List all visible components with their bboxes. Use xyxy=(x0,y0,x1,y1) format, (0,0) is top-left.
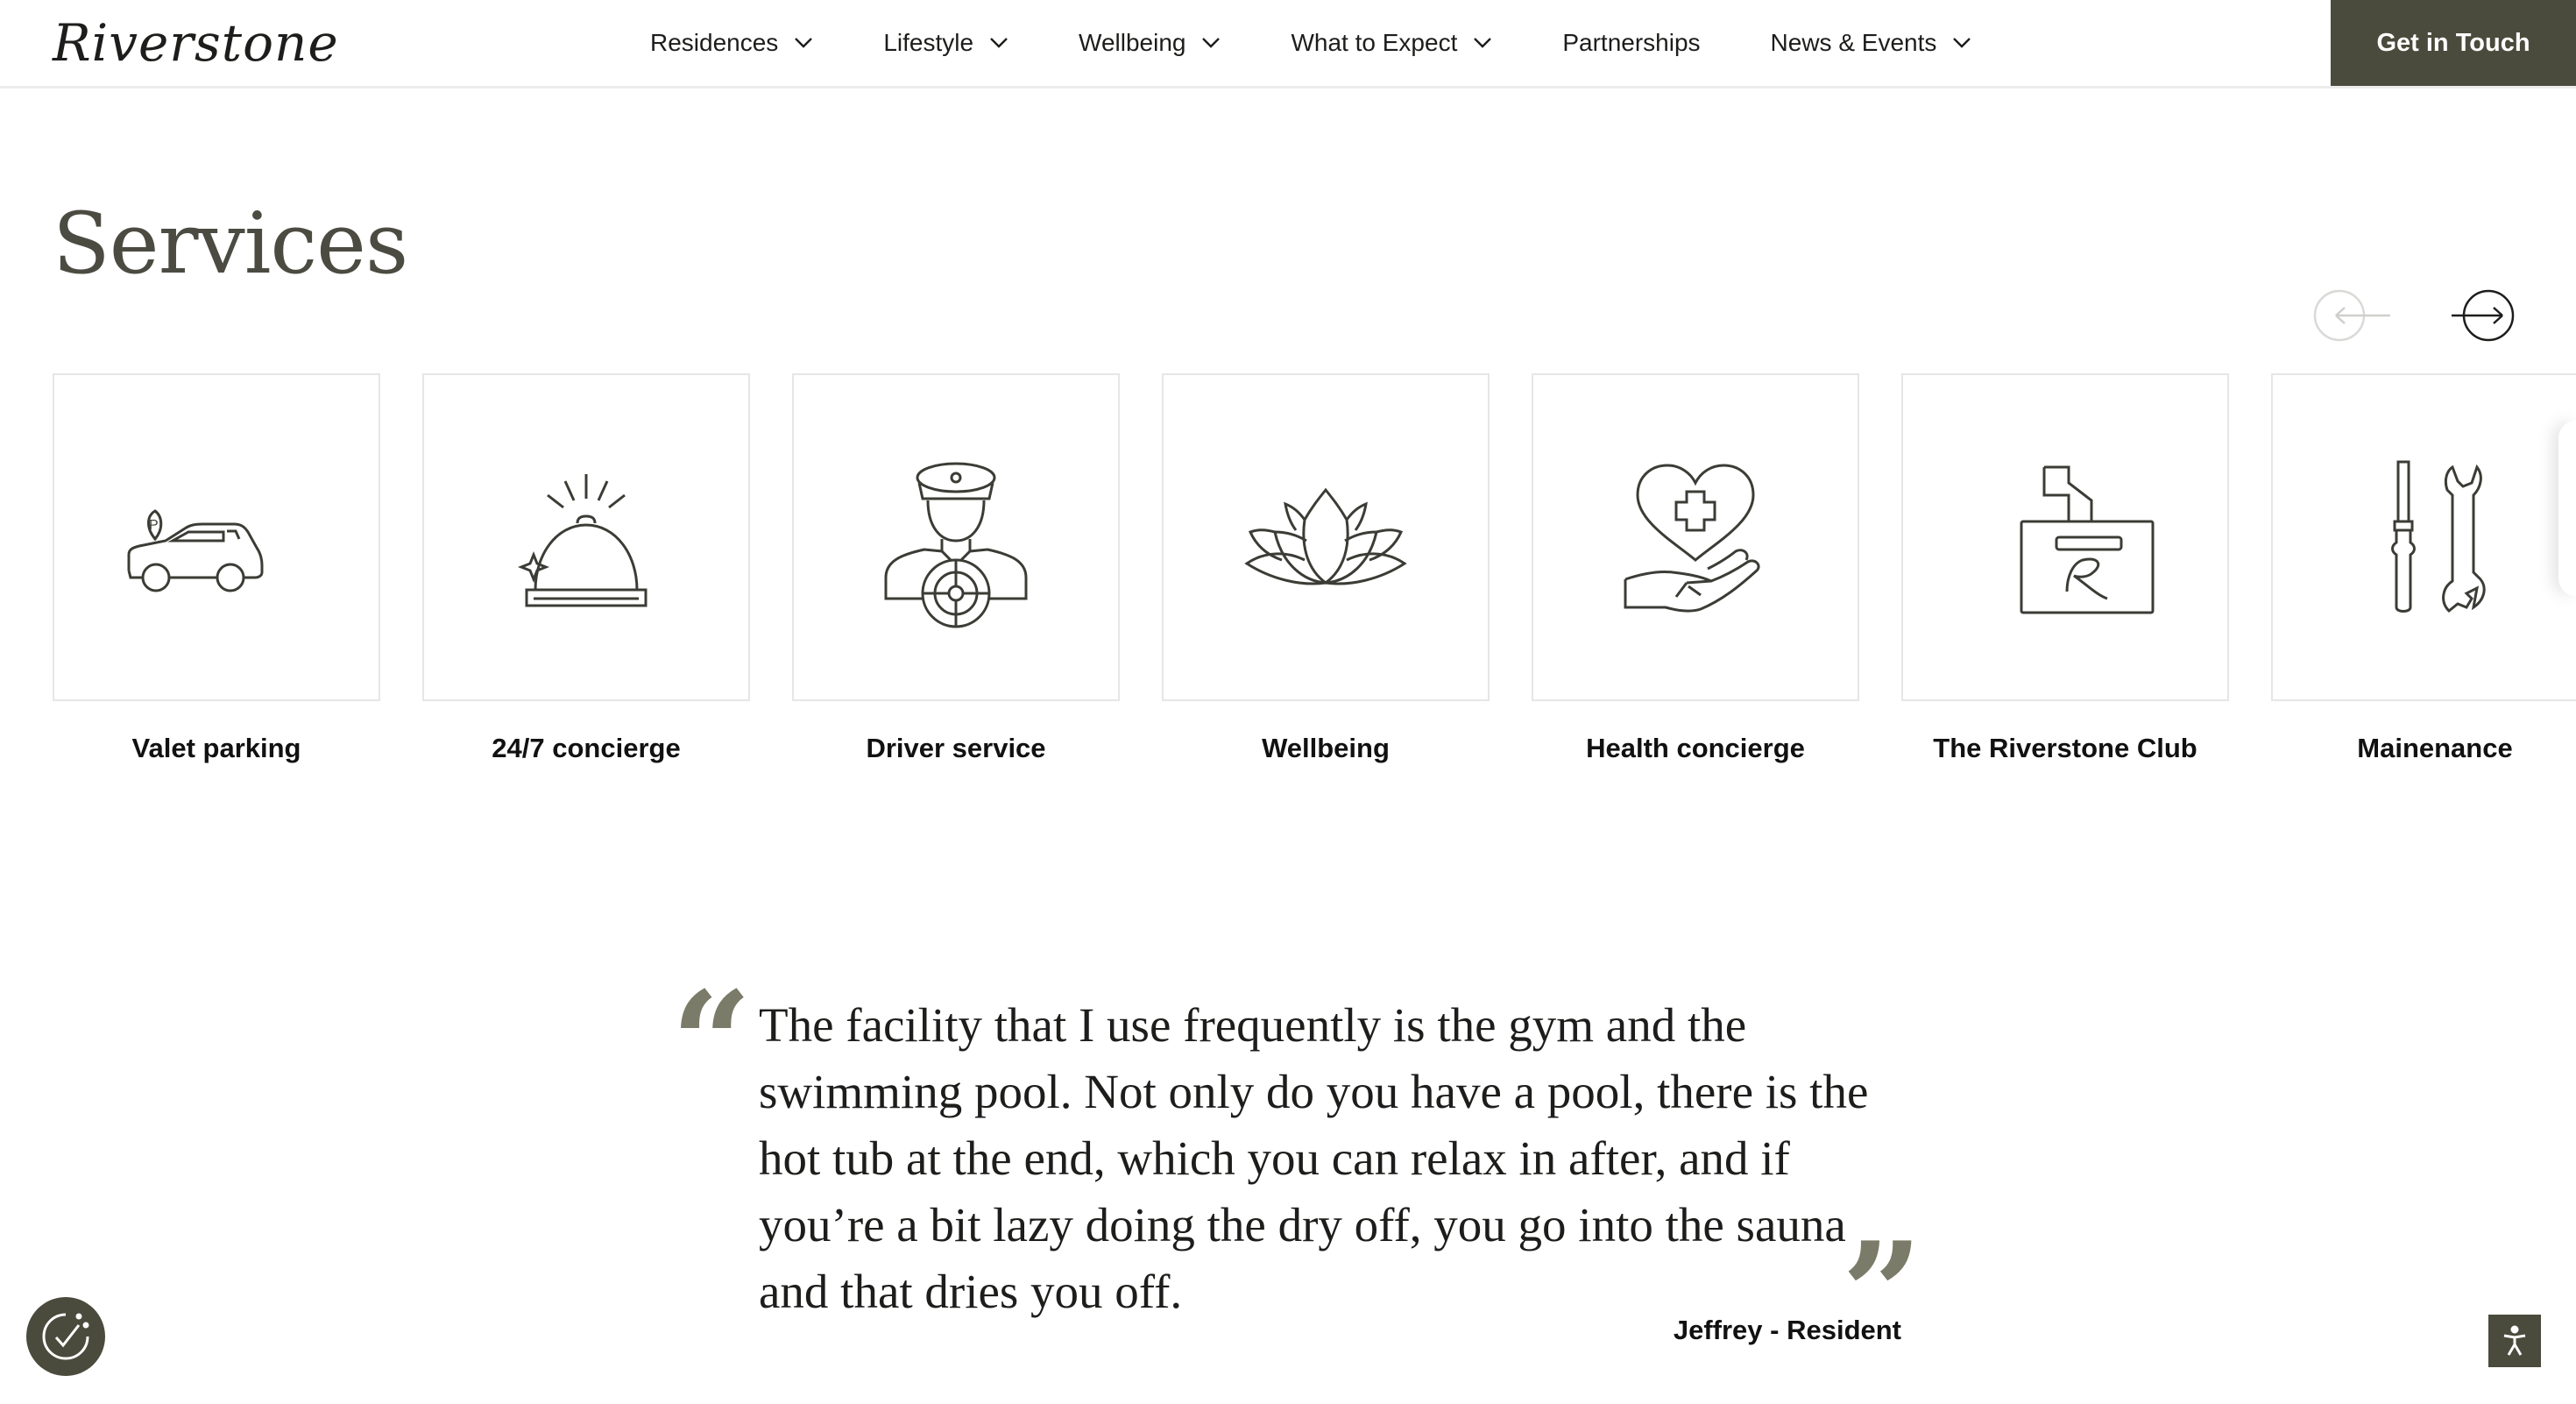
svg-text:P: P xyxy=(149,518,159,533)
service-card-box xyxy=(1901,373,2229,701)
nav-label: Partnerships xyxy=(1562,29,1701,56)
chevron-down-icon xyxy=(794,37,813,49)
open-quote-mark: “ xyxy=(671,961,753,1125)
nav-residences[interactable] xyxy=(650,0,813,86)
carousel-prev-button[interactable] xyxy=(2313,280,2404,351)
testimonial-author: Jeffrey - Resident xyxy=(1673,1315,1901,1345)
chevron-down-icon xyxy=(1201,37,1221,49)
service-card-driver-service[interactable] xyxy=(792,373,1120,764)
main-nav xyxy=(650,0,2042,86)
lotus-icon xyxy=(1221,432,1431,642)
side-panel-tab[interactable] xyxy=(2558,421,2576,596)
car-parking-icon xyxy=(111,432,322,642)
club-card-icon xyxy=(1960,432,2170,642)
services-heading: Services xyxy=(53,195,408,293)
riverstone-logo[interactable]: Riverstone xyxy=(53,13,339,73)
service-card-label: Valet parking xyxy=(131,733,301,763)
site-header xyxy=(0,0,2576,89)
service-card-box xyxy=(1162,373,1490,701)
chevron-down-icon xyxy=(1952,37,1971,49)
service-card-concierge[interactable] xyxy=(422,373,750,764)
testimonial-quote: The facility that I use frequently is the gym and the swimming pool. Not only do you have a pool, there is the hot tub at the end, which you can relax in after, and if you’re a bit lazy doing the dry off, you go into the sauna and that dries you off. xyxy=(759,998,1869,1318)
cookie-settings-button[interactable] xyxy=(26,1297,105,1376)
cookie-settings-icon xyxy=(39,1309,93,1364)
service-card-label: The Riverstone Club xyxy=(1933,733,2197,763)
nav-what-to-expect[interactable] xyxy=(1291,0,1492,86)
service-card-box xyxy=(53,373,380,701)
nav-label: Wellbeing xyxy=(1079,29,1186,56)
get-in-touch-button[interactable]: Get in Touch xyxy=(2331,0,2576,86)
service-card-label: Driver service xyxy=(866,733,1046,763)
nav-label: What to Expect xyxy=(1291,29,1458,56)
service-card-label: Health concierge xyxy=(1586,733,1805,763)
service-card-health-concierge[interactable] xyxy=(1532,373,1859,764)
close-quote-mark: ” xyxy=(1842,1211,1923,1376)
arrow-right-icon xyxy=(2445,280,2536,351)
chauffeur-icon xyxy=(851,432,1061,642)
chevron-down-icon xyxy=(989,37,1008,49)
service-card-valet-parking[interactable] xyxy=(53,373,380,764)
nav-news-events[interactable] xyxy=(1771,0,1972,86)
chevron-down-icon xyxy=(1473,37,1492,49)
service-card-maintenance[interactable] xyxy=(2271,373,2576,764)
heart-hand-icon xyxy=(1590,432,1801,642)
service-bell-icon xyxy=(481,432,691,642)
nav-wellbeing[interactable] xyxy=(1079,0,1221,86)
service-card-label: Mainenance xyxy=(2357,733,2513,763)
tools-icon xyxy=(2330,432,2540,642)
service-card-riverstone-club[interactable] xyxy=(1901,373,2229,764)
services-carousel xyxy=(53,373,2576,776)
nav-partnerships[interactable] xyxy=(1562,0,1700,86)
accessibility-button[interactable] xyxy=(2488,1315,2541,1367)
carousel-next-button[interactable] xyxy=(2445,280,2536,351)
service-card-wellbeing[interactable] xyxy=(1162,373,1490,764)
nav-label: Lifestyle xyxy=(883,29,974,56)
arrow-left-icon xyxy=(2313,280,2404,351)
accessibility-icon xyxy=(2497,1323,2532,1358)
nav-label: Residences xyxy=(650,29,779,56)
nav-lifestyle[interactable] xyxy=(883,0,1008,86)
service-card-label: 24/7 concierge xyxy=(492,733,681,763)
service-card-box xyxy=(2271,373,2576,701)
service-card-box xyxy=(792,373,1120,701)
service-card-box xyxy=(1532,373,1859,701)
service-card-label: Wellbeing xyxy=(1262,733,1390,763)
nav-label: News & Events xyxy=(1770,29,1937,56)
service-card-box xyxy=(422,373,750,701)
